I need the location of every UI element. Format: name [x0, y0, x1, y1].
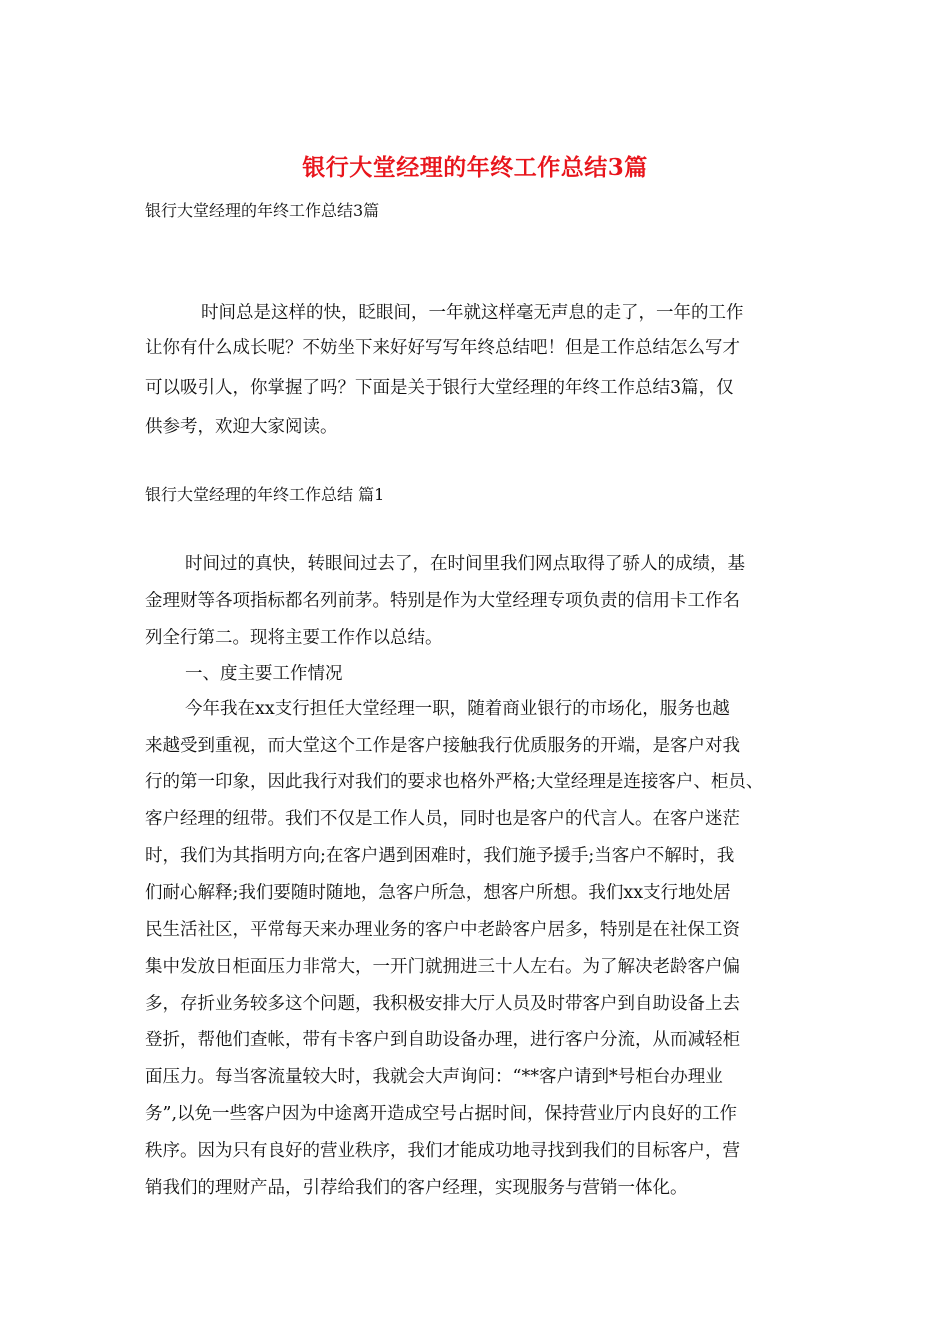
section-subheading: 一、度主要工作情况: [185, 664, 343, 684]
body-line: 时，我们为其指明方向;在客户遇到困难时，我们施予援手;当客户不解时，我: [145, 846, 735, 866]
section-heading: 银行大堂经理的年终工作总结 篇1: [145, 485, 385, 504]
body-line: 秩序。因为只有良好的营业秩序，我们才能成功地寻找到我们的目标客户，营: [145, 1141, 740, 1161]
document-subtitle: 银行大堂经理的年终工作总结3篇: [145, 201, 380, 220]
document-title: 银行大堂经理的年终工作总结3篇: [302, 154, 648, 181]
body-line: 面压力。每当客流量较大时，我就会大声询问：“**客户请到*号柜台办理业: [145, 1067, 723, 1087]
body-line: 民生活社区，平常每天来办理业务的客户中老龄客户居多，特别是在社保工资: [145, 920, 740, 940]
body-line: 多，存折业务较多这个问题，我积极安排大厅人员及时带客户到自助设备上去: [145, 994, 740, 1014]
body-line: 金理财等各项指标都名列前茅。特别是作为大堂经理专项负责的信用卡工作名: [145, 591, 740, 611]
body-line: 务”,以免一些客户因为中途离开造成空号占据时间，保持营业厅内良好的工作: [145, 1104, 738, 1124]
intro-line: 让你有什么成长呢？不妨坐下来好好写写年终总结吧！但是工作总结怎么写才: [145, 338, 740, 358]
body-line: 客户经理的纽带。我们不仅是工作人员，同时也是客户的代言人。在客户迷茫: [145, 809, 740, 829]
intro-line: 供参考，欢迎大家阅读。: [145, 417, 338, 437]
body-line: 列全行第二。现将主要工作作以总结。: [145, 628, 443, 648]
body-line: 今年我在xx支行担任大堂经理一职，随着商业银行的市场化，服务也越: [185, 699, 730, 719]
body-line: 时间过的真快，转眼间过去了，在时间里我们网点取得了骄人的成绩，基: [185, 554, 745, 574]
body-line: 登折，帮他们查帐，带有卡客户到自助设备办理，进行客户分流，从而减轻柜: [145, 1030, 740, 1050]
body-line: 集中发放日柜面压力非常大，一开门就拥进三十人左右。为了解决老龄客户偏: [145, 957, 740, 977]
intro-line: 时间总是这样的快，眨眼间，一年就这样毫无声息的走了，一年的工作: [201, 303, 744, 323]
body-line: 销我们的理财产品，引荐给我们的客户经理，实现服务与营销一体化。: [145, 1178, 688, 1198]
intro-line: 可以吸引人，你掌握了吗？下面是关于银行大堂经理的年终工作总结3篇，仅: [145, 378, 734, 398]
body-line: 行的第一印象，因此我行对我们的要求也格外严格;大堂经理是连接客户、柜员、: [145, 772, 764, 792]
body-line: 们耐心解释;我们要随时随地，急客户所急，想客户所想。我们xx支行地处居: [145, 883, 731, 903]
body-line: 来越受到重视，而大堂这个工作是客户接触我行优质服务的开端，是客户对我: [145, 736, 740, 756]
